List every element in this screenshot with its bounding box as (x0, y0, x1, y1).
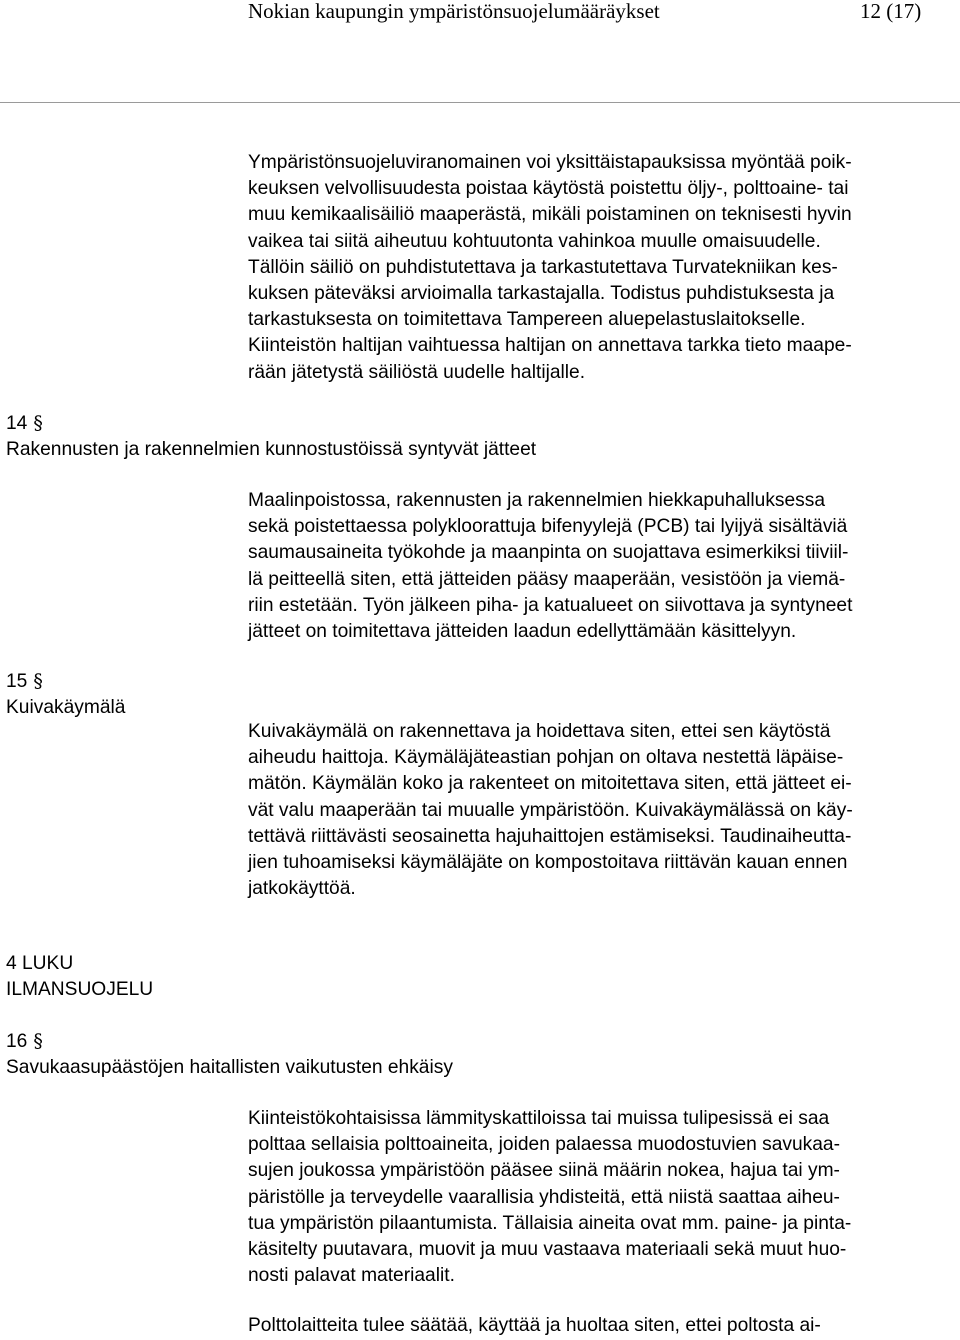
text-line: tua ympäristön pilaantumista. Tällaisia aineita ovat mm. paine- ja pinta- (248, 1212, 852, 1234)
section-number (6, 1028, 453, 1055)
text-line: polttaa sellaisia polttoaineita, joiden palaessa muodostuvien savukaa- (248, 1134, 840, 1156)
section-sign-icon: § (33, 412, 43, 434)
section-15-heading (6, 668, 125, 721)
text-line: vaikea tai siitä aiheutuu kohtuutonta vahinkoa muulle omaisuudelle. (248, 230, 821, 252)
section-number (6, 668, 125, 695)
text-line: Kiinteistön haltijan vaihtuessa haltijan on annettava tarkka tieto maape- (248, 335, 852, 357)
section-number-value: 15 (6, 671, 28, 692)
text-line: Ympäristönsuojeluviranomainen voi yksittäistapauksissa myöntää poik- (248, 152, 852, 173)
section-16-heading (6, 1028, 453, 1081)
text-line: tarkastuksesta on toimitettava Tampereen aluepelastuslaitokselle. (248, 309, 806, 331)
section-14-heading (6, 410, 536, 463)
text-line: jätteet on toimitettava jätteiden laadun edellyttämään käsittelyyn. (248, 621, 797, 643)
text-line: kuksen päteväksi arvioimalla tarkastajalla. Todistus puhdistuksesta ja (248, 283, 835, 305)
section-sign-icon: § (33, 1030, 43, 1052)
section-title: Rakennusten ja rakennelmien kunnostustöissä syntyvät jätteet (6, 439, 537, 460)
chapter-label: 4 LUKU (6, 953, 74, 974)
section-16-next-paragraph (248, 1313, 960, 1339)
text-line: saumausaineita työkohde ja maanpinta on suojattava esimerkiksi tiiviil- (248, 542, 849, 564)
section-title: Savukaasupäästöjen haitallisten vaikutusten ehkäisy (6, 1057, 453, 1078)
page-header (0, 0, 960, 103)
text-line: keuksen velvollisuudesta poistaa käytöstä poistettu öljy-, polttoaine- tai (248, 178, 849, 200)
section-number-value: 16 (6, 1031, 28, 1052)
text-line: tettävä riittävästi seosainetta hajuhaittojen estämiseksi. Taudinaiheutta- (248, 825, 852, 847)
section-15-body (248, 719, 960, 902)
document-title: Nokian kaupungin ympäristönsuojelumääräykset (248, 0, 660, 23)
chapter-heading (6, 951, 153, 1003)
chapter-title: ILMANSUOJELU (6, 979, 154, 1000)
text-line: Tällöin säiliö on puhdistutettava ja tarkastutettava Turvatekniikan kes- (248, 256, 838, 278)
text-line: mätön. Käymälän koko ja rakenteet on mitoitettava siten, että jätteet ei- (248, 773, 852, 795)
section-16-body (248, 1106, 960, 1289)
page-number: 12 (17) (860, 0, 922, 23)
section-14-body (248, 488, 960, 645)
text-line: käsitelty puutavara, muovit ja muu vastaava materiaali sekä muut huo- (248, 1239, 847, 1261)
text-line: sujen joukossa ympäristöön pääsee siinä määrin nokea, hajua tai ym- (248, 1160, 840, 1182)
text-line: jien tuhoamiseksi käymäläjäte on kompostoitava riittävän kauan ennen (248, 852, 848, 874)
text-line: nosti palavat materiaalit. (248, 1265, 455, 1287)
text-line: aiheudu haittoja. Käymäläjäteastian pohjan on oltava nestettä läpäise- (248, 747, 844, 769)
text-line: rään jätetystä säiliöstä uudelle haltijalle. (248, 361, 586, 383)
section-number (6, 410, 536, 437)
section-sign-icon: § (33, 670, 43, 692)
text-line: lä peitteellä siten, että jätteiden pääsy maaperään, vesistöön ja viemä- (248, 568, 846, 590)
text-line: Maalinpoistossa, rakennusten ja rakennelmien hiekkapuhalluksessa (248, 490, 826, 511)
text-line: vät valu maaperään tai muualle ympäristöön. Kuivakäymälässä on käy- (248, 799, 853, 821)
text-line: päristölle ja terveydelle vaarallisia yhdisteitä, että niistä saattaa aiheu- (248, 1186, 840, 1208)
text-line: sekä poistettaessa polykloorattuja bifenyylejä (PCB) tai lyijyä sisältäviä (248, 516, 848, 538)
text-line: Kuivakäymälä on rakennettava ja hoidettava siten, ettei sen käytöstä (248, 721, 831, 742)
intro-paragraph (248, 150, 960, 386)
text-line: muu kemikaalisäiliö maaperästä, mikäli poistaminen on teknisesti hyvin (248, 204, 852, 226)
text-line: Kiinteistökohtaisissa lämmityskattiloissa tai muissa tulipesissä ei saa (248, 1108, 830, 1129)
section-title: Kuivakäymälä (6, 697, 126, 718)
text-line: riin estetään. Työn jälkeen piha- ja katualueet on siivottava ja syntyneet (248, 594, 853, 616)
section-number-value: 14 (6, 413, 28, 434)
text-line: Polttolaitteita tulee säätää, käyttää ja huoltaa siten, ettei poltosta ai- (248, 1315, 821, 1336)
text-line: jatkokäyttöä. (248, 878, 356, 900)
